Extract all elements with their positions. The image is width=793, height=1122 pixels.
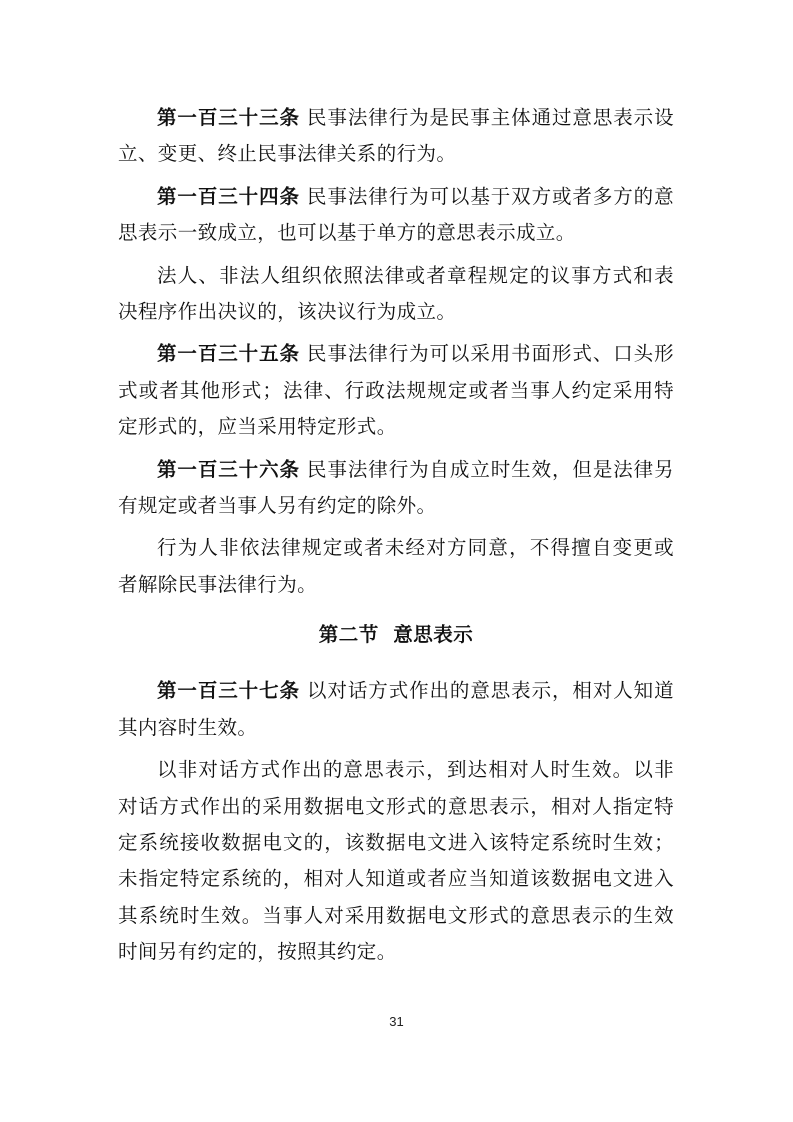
article-136-paragraph-2 <box>118 530 674 603</box>
article-133 <box>118 100 674 173</box>
article-text: 民事法律行为可以采用书面形式、口头形式或者其他形式；法律、行政法规规定或者当事人约定采用特定形式的，应当采用特定形式。 <box>118 342 674 439</box>
article-number: 第一百三十四条 <box>157 184 300 208</box>
page-number: 31 <box>389 1014 404 1029</box>
article-135 <box>118 336 674 445</box>
article-text: 民事法律行为是民事主体通过意思表示设立、变更、终止民事法律关系的行为。 <box>118 106 674 166</box>
paragraph-text: 法人、非法人组织依照法律或者章程规定的议事方式和表决程序作出决议的，该决议行为成立。 <box>118 263 674 324</box>
paragraph-text: 以非对话方式作出的意思表示，到达相对人时生效。以非对话方式作出的采用数据电文形式的意思表示，相对人指定特定系统接收数据电文的，该数据电文进入该特定系统时生效；未指定特定系统的，相对人知道或者应当知道该数据电文进入其系统时生效。当事人对采用数据电文形式的意思表示的生效时间另有约定的，按照其约定。 <box>118 758 674 964</box>
article-number: 第一百三十七条 <box>157 679 300 703</box>
article-number: 第一百三十六条 <box>157 457 300 481</box>
article-number: 第一百三十五条 <box>157 342 300 366</box>
article-text: 以对话方式作出的意思表示，相对人知道其内容时生效。 <box>118 679 674 739</box>
article-137-paragraph-2 <box>118 752 674 970</box>
article-text: 民事法律行为可以基于双方或者多方的意思表示一致成立，也可以基于单方的意思表示成立。 <box>118 184 674 245</box>
paragraph-text: 行为人非依法律规定或者未经对方同意，不得擅自变更或者解除民事法律行为。 <box>118 536 674 596</box>
document-page <box>118 100 674 977</box>
article-text: 民事法律行为自成立时生效，但是法律另有规定或者当事人另有约定的除外。 <box>118 457 674 518</box>
article-number: 第一百三十三条 <box>157 106 300 129</box>
article-137 <box>118 673 674 746</box>
article-136 <box>118 452 674 525</box>
section-title: 第二节 意思表示 <box>318 623 474 647</box>
article-134 <box>118 179 674 252</box>
article-134-paragraph-2 <box>118 258 674 331</box>
